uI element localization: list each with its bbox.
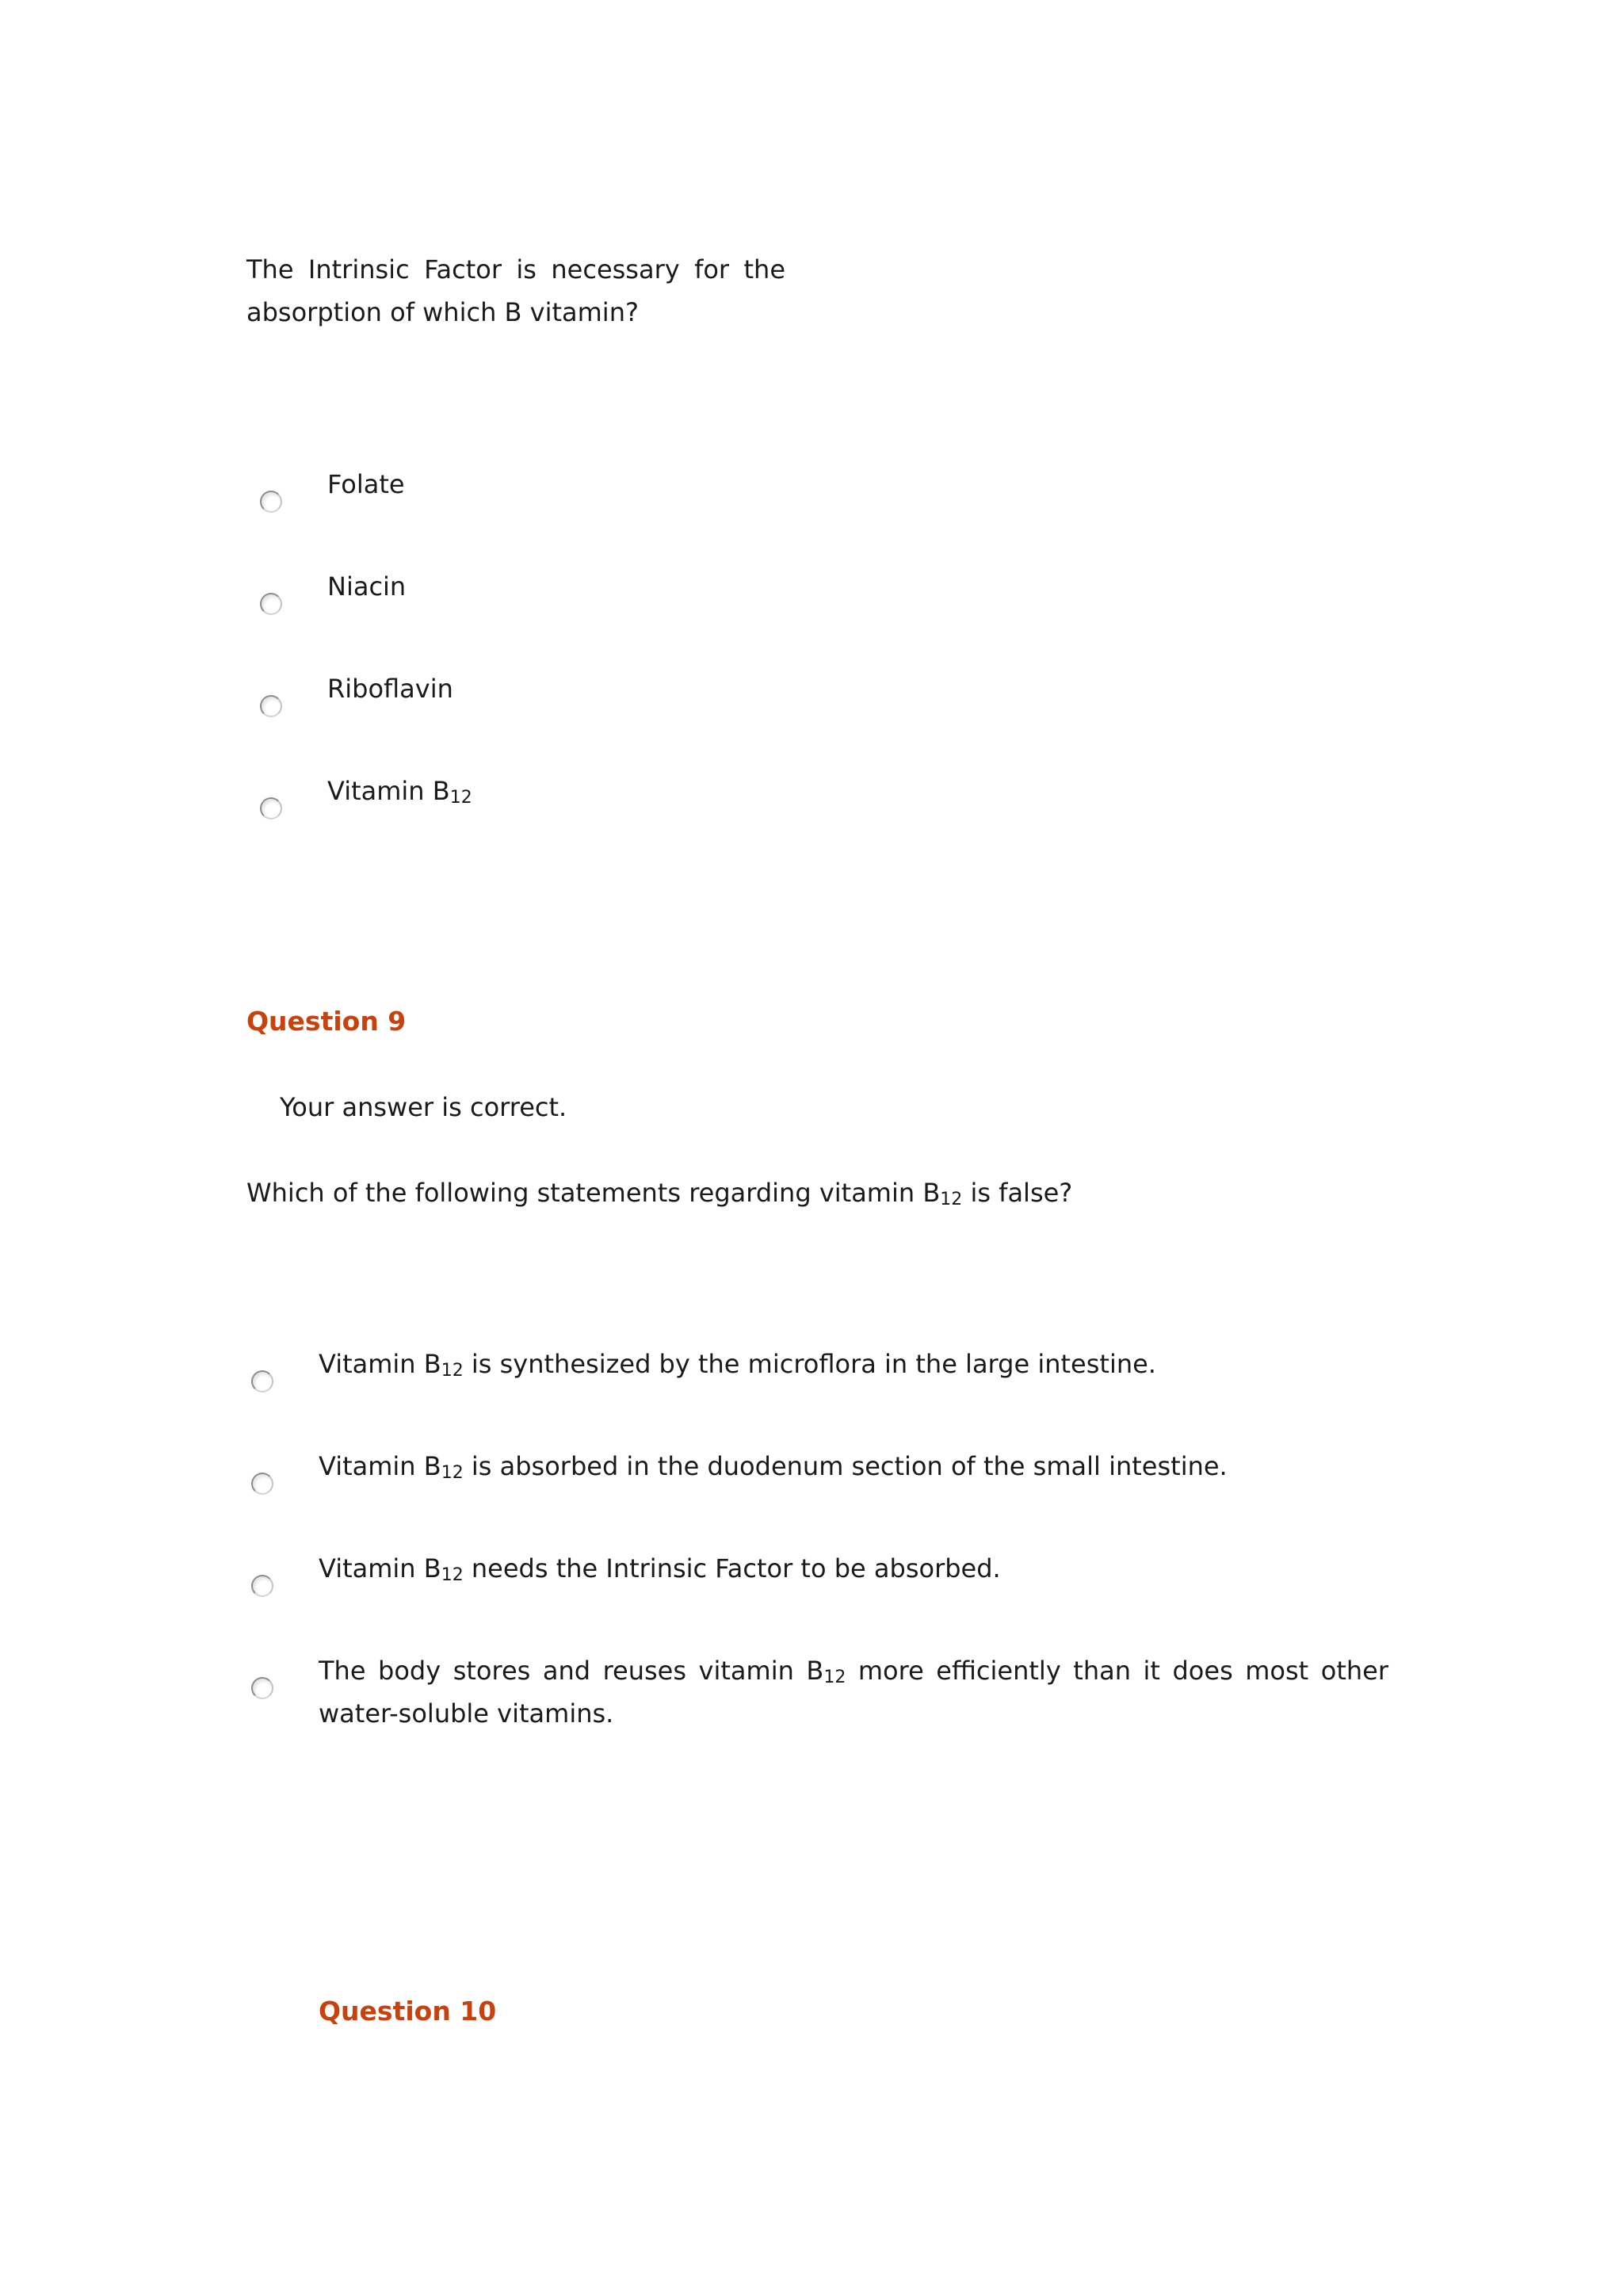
q9-question-text: Which of the following statements regarding vitamin $B_{12}$ is false? [246,1178,1073,1209]
q8-question-line2: absorption of which B vitamin? [246,297,639,327]
q8-option-label[interactable]: Riboflavin [327,674,453,704]
q9-option-label[interactable]: Vitamin $B_{12}$ is absorbed in the duodenum section of the small intestine. [319,1451,1228,1483]
radio-button-icon[interactable] [260,695,282,717]
radio-button-icon[interactable] [260,491,282,513]
q10-title: Question 10 [319,1996,497,2027]
q8-question-text [246,248,785,334]
radio-button-icon[interactable] [251,1473,273,1495]
q9-option-label[interactable]: Vitamin $B_{12}$ needs the Intrinsic Factor to be absorbed. [319,1553,1001,1585]
q8-option-label[interactable]: Folate [327,469,405,499]
q8-question-line1: The Intrinsic Factor is necessary for the [246,254,785,285]
q8-option-label[interactable]: Niacin [327,571,407,602]
q9-title: Question 9 [246,1006,407,1037]
q9-option-label[interactable]: The body stores and reuses vitamin $B_{12}$ more efficiently than it does most other water-soluble vitamins. [319,1656,1389,1729]
radio-button-icon[interactable] [251,1370,273,1392]
q9-feedback: Your answer is correct. [280,1092,567,1122]
radio-button-icon[interactable] [260,593,282,615]
q9-option-label[interactable]: Vitamin $B_{12}$ is synthesized by the microflora in the large intestine. [319,1349,1156,1381]
radio-button-icon[interactable] [251,1677,273,1699]
q8-option-label[interactable]: Vitamin $B_{12}$ [327,776,472,808]
radio-button-icon[interactable] [260,797,282,819]
radio-button-icon[interactable] [251,1575,273,1597]
